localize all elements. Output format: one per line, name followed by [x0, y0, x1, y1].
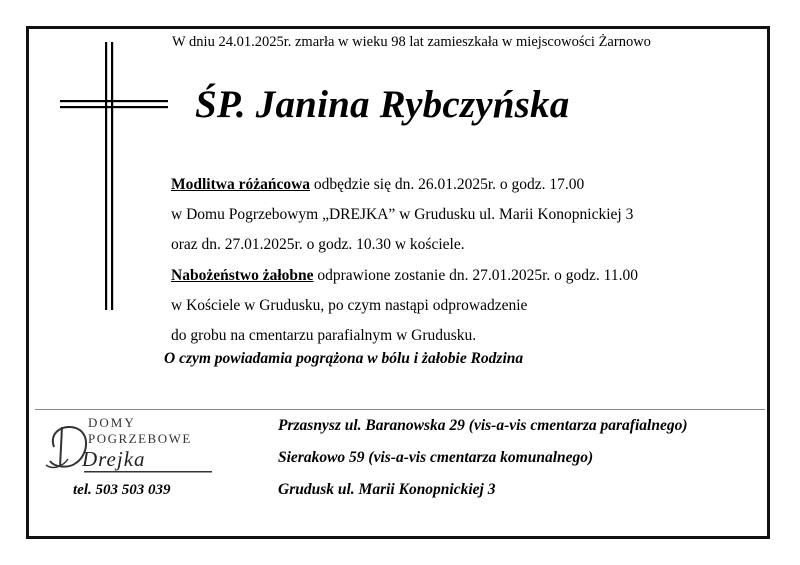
address-sierakowo: Sierakowo 59 (vis-a-vis cmentarza komunalnego) [278, 449, 594, 466]
death-notice-line: W dniu 24.01.2025r. zmarła w wieku 98 lat zamieszkała w miejscowości Żarnowo [172, 34, 651, 50]
address-przasnysz: Przasnysz ul. Baranowska 29 (vis-a-vis cmentarza parafialnego) [278, 417, 688, 434]
logo-drejka-text: Drejka [82, 447, 146, 471]
closing-line: O czym powiadamia pogrążona w bólu i żałobie Rodzina [164, 350, 524, 367]
rosary-label: Modlitwa różańcowa [171, 176, 311, 193]
cross-icon [55, 42, 175, 312]
funeral-mass-label: Nabożeństwo żałobne [171, 266, 314, 284]
phone-number: tel. 503 503 039 [73, 482, 171, 498]
ceremony-details [171, 170, 638, 351]
funeral-home-line: w Domu Pogrzebowym „DREJKA” w Grudusku ul. Marii Konopnickiej 3 [171, 206, 634, 224]
cemetery-line: do grobu na cmentarzu parafialnym w Grudusku. [171, 327, 477, 345]
logo-pogrzebowe-text: POGRZEBOWE [88, 431, 192, 446]
address-grudusk: Grudusk ul. Marii Konopnickiej 3 [278, 481, 496, 498]
deceased-name: ŚP. Janina Rybczyńska [195, 83, 570, 126]
divider [35, 409, 765, 410]
funeral-mass-line [171, 261, 638, 291]
church-line: oraz dn. 27.01.2025r. o godz. 10.30 w kościele. [171, 236, 465, 254]
logo-domy-text: DOMY [88, 415, 136, 430]
funeral-mass-time: odprawione zostanie dn. 27.01.2025r. o godz. 11.00 [313, 266, 638, 284]
rosary-line [171, 170, 638, 200]
procession-line: w Kościele w Grudusku, po czym nastąpi odprowadzenie [171, 296, 528, 314]
rosary-time: odbędzie się dn. 26.01.2025r. o godz. 17.00 [310, 176, 585, 193]
